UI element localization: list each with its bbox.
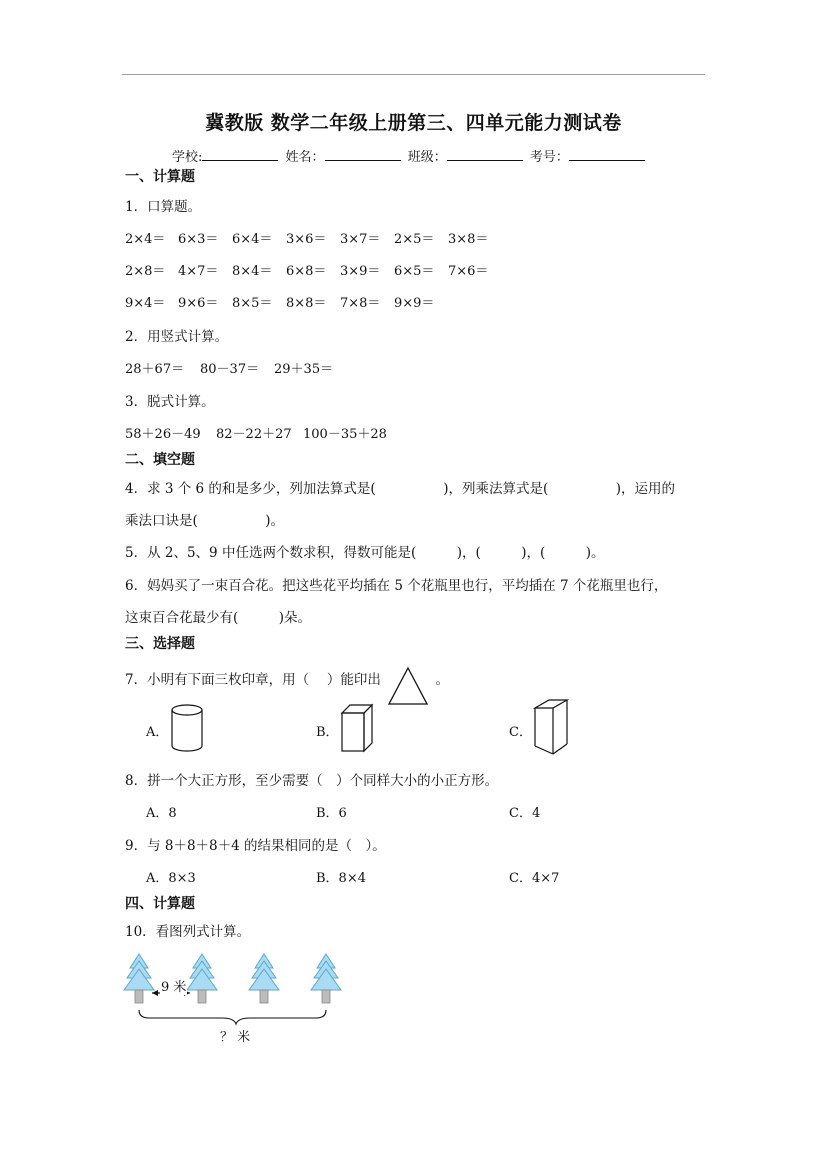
name-label: 姓名： (285, 150, 325, 165)
oral-calc-item: 6×3＝ (178, 232, 219, 247)
vertical-calc-item: 29＋35＝ (274, 362, 334, 377)
school-label: 学校: (172, 150, 203, 165)
question-7-stem: 7．小明有下面三枚印章，用（ ）能印出 (125, 672, 381, 688)
oral-calc-item: 6×8＝ (286, 264, 327, 279)
distance-label: 9 米 (160, 976, 187, 995)
question-5-text: 5．从 2、5、9 中任选两个数求积，得数可能是( )，( )，( )。 (125, 545, 605, 561)
section-heading-4: 四、计算题 (125, 896, 195, 912)
student-info-line (172, 146, 648, 165)
question-7-text (125, 666, 449, 706)
class-label: 班级： (407, 150, 447, 165)
oral-calc-item: 9×6＝ (178, 296, 219, 311)
cylinder-stamp-icon (169, 702, 205, 754)
header-rule (122, 74, 705, 75)
question-8-text: 8．拼一个大正方形，至少需要（ ）个同样大小的小正方形。 (125, 773, 499, 789)
page-title: 冀教版 数学二年级上册第三、四单元能力测试卷 (205, 112, 622, 134)
vertical-calc-item: 28＋67＝ (125, 362, 185, 377)
oral-calc-item: 3×9＝ (340, 264, 381, 279)
oral-calc-row-1 (125, 228, 488, 247)
q9-option-c[interactable]: C．4×7 (509, 871, 560, 886)
question-6-line-1: 6．妈妈买了一束百合花。把这些花平均插在 5 个花瓶里也行，平均插在 7 个花瓶里也行， (125, 578, 668, 594)
oral-calc-item: 4×7＝ (178, 264, 219, 279)
oral-calc-item: 9×4＝ (125, 296, 166, 311)
section-heading-2: 二、填空题 (125, 452, 195, 468)
oral-calc-item: 7×6＝ (448, 264, 489, 279)
oral-calc-item: 6×4＝ (232, 232, 273, 247)
oral-calc-item: 3×6＝ (286, 232, 327, 247)
exam-no-blank[interactable] (569, 149, 645, 161)
question-1-text: 1．口算题。 (125, 199, 202, 215)
q7-option-c-label[interactable]: C． (509, 725, 532, 740)
tree-icon (249, 954, 279, 1003)
tree-icon (187, 954, 217, 1003)
triangular-prism-stamp-icon (531, 698, 571, 758)
question-7-end: 。 (435, 672, 449, 688)
total-distance-label: ？ 米 (220, 1030, 251, 1045)
vertical-calc-row (125, 358, 333, 377)
oral-calc-item: 2×5＝ (394, 232, 435, 247)
question-6-line-2: 这束百合花最少有( )朵。 (125, 610, 312, 626)
school-blank[interactable] (202, 149, 278, 161)
tree-icon (124, 954, 154, 1003)
q8-option-b[interactable]: B．6 (316, 806, 347, 821)
step-calc-item: 82－22＋27 (216, 427, 292, 442)
q9-option-b[interactable]: B．8×4 (316, 871, 366, 886)
question-9-text: 9．与 8＋8＋8＋4 的结果相同的是（ ）。 (125, 838, 386, 854)
section-heading-3: 三、选择题 (125, 636, 195, 652)
tree-icon (311, 954, 341, 1003)
q8-option-a[interactable]: A．8 (146, 806, 177, 821)
vertical-calc-item: 80－37＝ (200, 362, 260, 377)
oral-calc-item: 2×4＝ (125, 232, 166, 247)
section-heading-1: 一、计算题 (125, 169, 195, 185)
oral-calc-item: 8×8＝ (286, 296, 327, 311)
question-4-line-1: 4．求 3 个 6 的和是多少，列加法算式是( )，列乘法算式是( )，运用的 (125, 481, 675, 497)
question-2-text: 2．用竖式计算。 (125, 329, 229, 345)
question-10-text: 10．看图列式计算。 (125, 924, 251, 940)
oral-calc-item: 8×5＝ (232, 296, 273, 311)
q8-option-c[interactable]: C．4 (509, 806, 541, 821)
step-calc-item: 100－35＋28 (303, 427, 387, 442)
step-calc-item: 58＋26－49 (125, 427, 201, 442)
class-blank[interactable] (447, 149, 523, 161)
oral-calc-item: 9×9＝ (394, 296, 435, 311)
triangle-stamp-icon (387, 666, 429, 706)
q7-option-b-label[interactable]: B． (316, 725, 339, 740)
oral-calc-item: 6×5＝ (394, 264, 435, 279)
oral-calc-item: 7×8＝ (340, 296, 381, 311)
oral-calc-row-2 (125, 260, 488, 279)
exam-no-label: 考号： (529, 150, 569, 165)
oral-calc-row-3 (125, 292, 434, 311)
oral-calc-item: 8×4＝ (232, 264, 273, 279)
oral-calc-item: 3×8＝ (448, 232, 489, 247)
oral-calc-item: 3×7＝ (340, 232, 381, 247)
question-3-text: 3．脱式计算。 (125, 394, 215, 410)
oral-calc-item: 2×8＝ (125, 264, 166, 279)
step-calc-row (125, 423, 387, 442)
q9-option-a[interactable]: A．8×3 (146, 871, 196, 886)
cuboid-stamp-icon (339, 702, 375, 754)
question-4-line-2: 乘法口诀是( )。 (125, 513, 285, 529)
name-blank[interactable] (325, 149, 401, 161)
q7-option-a-label[interactable]: A． (146, 725, 169, 740)
